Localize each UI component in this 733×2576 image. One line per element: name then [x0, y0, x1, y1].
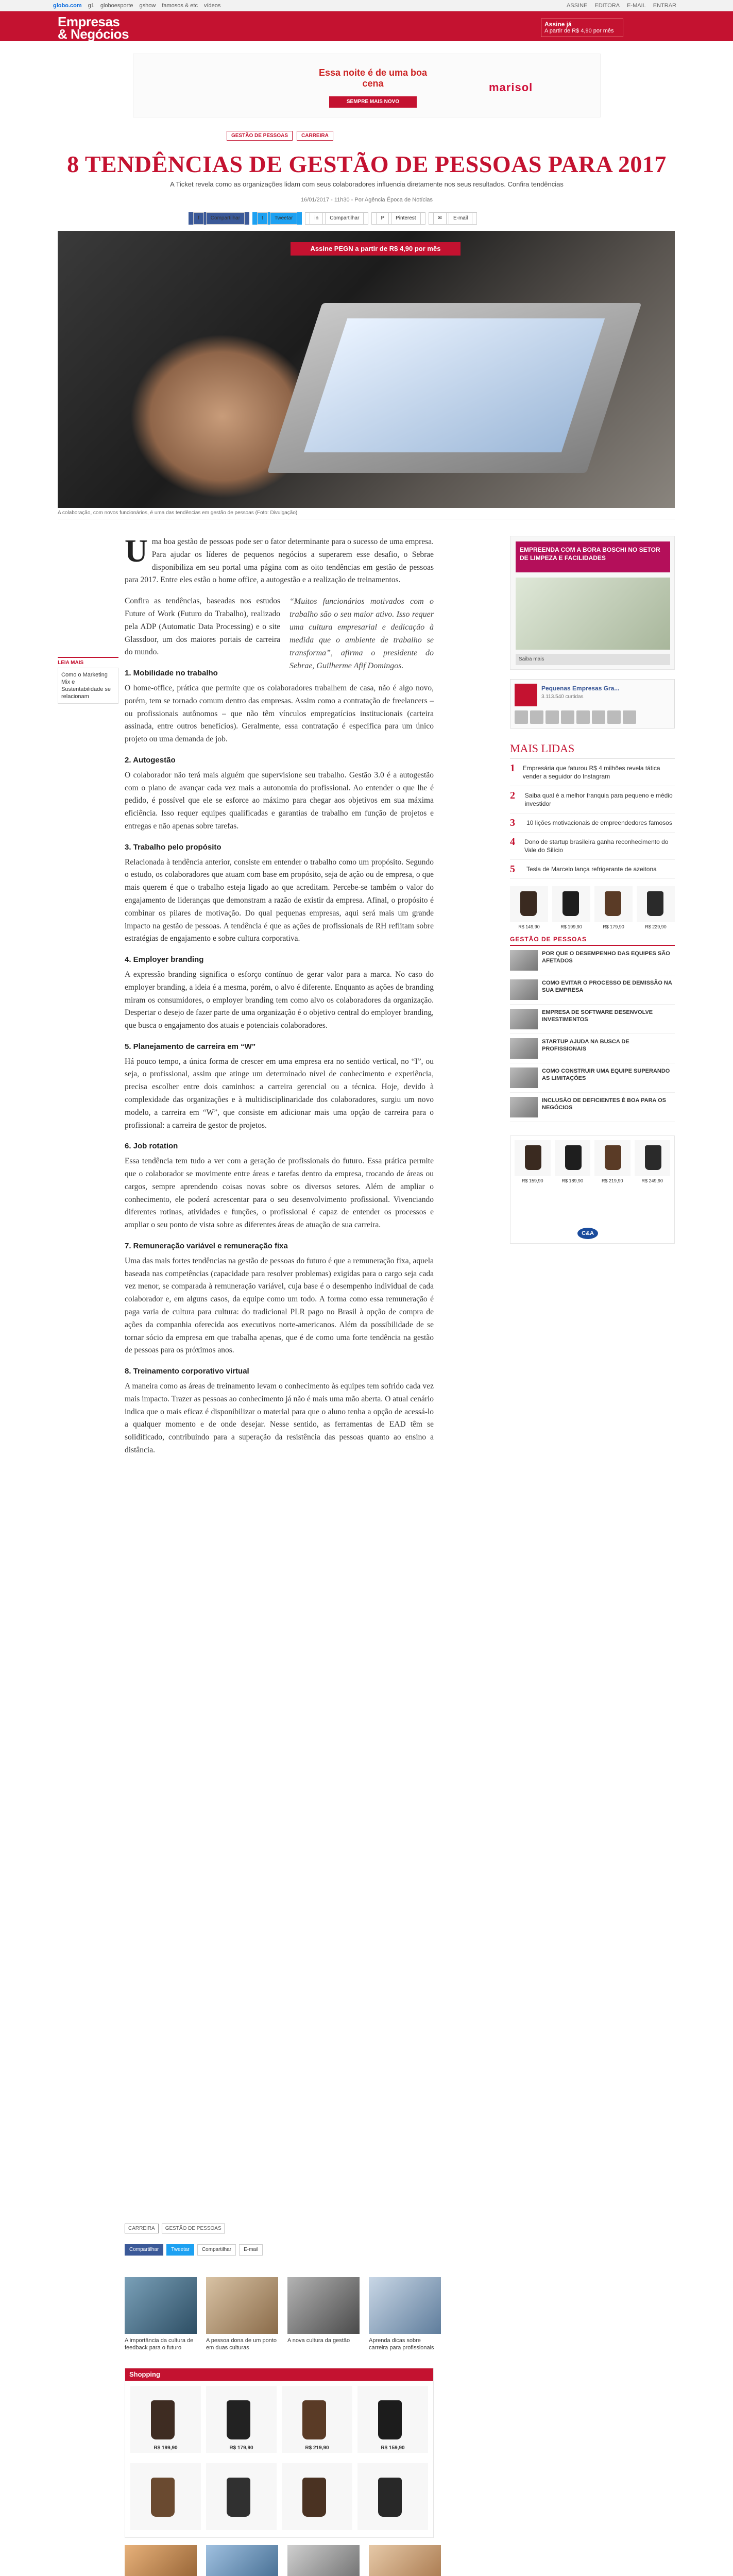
- shoe-item[interactable]: [515, 1140, 551, 1183]
- rank-number: 1: [510, 762, 515, 774]
- gestao-text: INCLUSÃO DE DEFICIENTES É BOA PARA OS NEGÓCIOS: [542, 1097, 667, 1111]
- rec-title: Aprenda dicas sobre carreira para profissionais: [369, 2337, 434, 2351]
- logo-line1: Empresas: [58, 14, 120, 29]
- gestao-thumb: [510, 1097, 538, 1117]
- mais-lidas-item[interactable]: [510, 833, 675, 860]
- boot-image: [151, 2400, 175, 2439]
- rec-item[interactable]: [206, 2277, 278, 2351]
- avatar: [561, 710, 574, 724]
- boot-image: [605, 891, 621, 916]
- section-paragraph: A maneira como as áreas de treinamento levam o conhecimento às equipes tem sofrido cada vez mais impacto. Trazer as pessoas ao conhecimento já não é mais uma mão aberta. O atual cenário indica que o mais eficaz é disponibilizar o material para que o aluno tenha a opção de acessá-lo a qualquer momento e de onde desejar. Nesse sentido, as ferramentas de EAD têm se solidificado, contribuindo para a superação da resistência das pessoas quanto ao ensino a distância.: [125, 1382, 434, 1454]
- top-ad-banner[interactable]: [133, 54, 601, 117]
- section-heading: 7. Remuneração variável e remuneração fixa: [125, 1242, 288, 1251]
- logo-line2: & Negócios: [58, 26, 129, 42]
- gestao-text: POR QUE O DESEMPENHO DAS EQUIPES SÃO AFETADOS: [542, 951, 670, 964]
- shopping-item[interactable]: [130, 2463, 201, 2530]
- twitter-share-button[interactable]: Tweetar: [166, 2244, 194, 2256]
- sidebar-ad-foot[interactable]: Saiba mais: [516, 654, 670, 665]
- avatar: [515, 710, 528, 724]
- article-tags: [125, 2224, 225, 2233]
- gestao-item[interactable]: [510, 1093, 675, 1122]
- shopping-widget: [125, 2368, 434, 2538]
- shoe-item[interactable]: [594, 1140, 630, 1183]
- linkedin-share-button[interactable]: [305, 212, 368, 225]
- shopping-price: R$ 199,90: [154, 2445, 178, 2451]
- shoe-price: R$ 219,90: [601, 1178, 623, 1183]
- facebook-icon: f: [193, 212, 204, 225]
- gestao-thumb: [510, 1009, 538, 1029]
- share-row: [189, 212, 477, 225]
- linkedin-icon: in: [310, 212, 323, 225]
- email-share-button[interactable]: E-mail: [239, 2244, 263, 2256]
- boot-image: [645, 1145, 661, 1170]
- facebook-share-button[interactable]: [189, 212, 249, 225]
- globo-link[interactable]: globo.com: [53, 3, 82, 9]
- boot-image: [605, 1145, 621, 1170]
- rec-title: A pessoa dona de um ponto em duas culturas: [206, 2337, 277, 2351]
- mais-lidas-text: Saiba qual é a melhor franquia para pequeno e médio investidor: [524, 792, 673, 807]
- article-meta: 16/01/2017 - 11h30 - Por Agência Época de Notícias: [300, 197, 433, 203]
- gestao-list: [510, 946, 675, 1122]
- shopping-item[interactable]: [282, 2386, 352, 2453]
- tag[interactable]: GESTÃO DE PESSOAS: [162, 2224, 225, 2233]
- avatar: [530, 710, 543, 724]
- globo-links: [53, 3, 220, 9]
- shoe-ad-box[interactable]: [510, 1136, 675, 1244]
- mais-lidas-text: Dono de startup brasileira ganha reconhecimento do Vale do Silício: [524, 838, 669, 854]
- ca-logo: C&A: [577, 1228, 598, 1239]
- intro-text: ma boa gestão de pessoas pode ser o fator determinante para o sucesso de uma empresa. Para ajudar os líderes de pequenos negócios a superarem esse desafio, o Sebrae disponibiliza em seu portal uma página com as oito tendências em gestão de pessoas para 2017. Entre eles estão o home office, a autogestão e a realização de treinamentos.: [125, 537, 434, 585]
- shopping-price: R$ 179,90: [229, 2445, 253, 2451]
- boot-image: [520, 891, 537, 916]
- shopping-item[interactable]: [206, 2386, 277, 2453]
- ad-brand: marisol: [489, 81, 533, 94]
- article-intro-paragraph: [125, 536, 434, 587]
- shoe-price: R$ 249,90: [641, 1178, 663, 1183]
- ob-item[interactable]: [287, 2545, 360, 2576]
- section-paragraph: Uma das mais fortes tendências na gestão de pessoas do futuro é que a remuneração fixa, aquela baseada nas competências (capacidade para resolver problemas) exigidas para o cargo seja cada vez menor, se comparada à remuneração variável, cuja base é o desempenho individual de cada colaborador e, em alguns casos, da equipe como um todo. A forma como essa remuneração é paga varia de cultura para cultura: do tradicional PLR pago no Brasil à opção de compra de ações da companhia oferecida aos executivos norte-americanos. Além da possibilidade de se tornar sócio da empresa em que trabalha apenas, que é de como uma forte tendência na gestão de pessoas para os próximos anos.: [125, 1256, 434, 1355]
- ob-image: [287, 2545, 360, 2576]
- globo-link[interactable]: famosos & etc: [162, 3, 198, 9]
- sidebar-ad-image: [516, 578, 670, 650]
- boot-image: [378, 2478, 402, 2517]
- boot-image: [565, 1145, 582, 1170]
- avatar: [607, 710, 621, 724]
- article-paragraph: Confira as tendências, baseadas nos estudos Future of Work (Futuro do Trabalho), realizado pela ADP (Automatic Data Processing) e o site Glassdoor, um dos maiores portais de carreira do mundo.: [125, 597, 280, 657]
- section-paragraph: Essa tendência tem tudo a ver com a geração de profissionais do futuro. Essa prática permite que o colaborador se movimente entre áreas e tarefas dentro da empresa, trocando de áreas ou cargos, sempre aprendendo coisas novas sobre os diversos setores. Além de ampliar o conhecimento, ele poderá acrescentar para o seu desenvolvimento profissional. Vivenciando diferentes rotinas, atividades e funções, o profissional é capaz de entender os processos e ampliar o seu ponto de vista sobre as diferentes áreas de atuação de sua carreira.: [125, 1157, 434, 1230]
- mais-lidas-item[interactable]: [510, 759, 675, 786]
- shopping-row: [125, 2458, 433, 2535]
- gestao-thumb: [510, 1067, 538, 1088]
- subscribe-title: Assine já: [544, 21, 572, 28]
- outbrain-widget: [125, 2545, 441, 2576]
- ad-button[interactable]: SEMPRE MAIS NOVO: [329, 96, 417, 108]
- rec-image: [287, 2277, 360, 2334]
- related-box: [58, 657, 118, 704]
- hero-image: [58, 231, 675, 508]
- gestao-thumb: [510, 1038, 538, 1059]
- rank-number: 5: [510, 863, 515, 875]
- shoe-price: R$ 149,90: [518, 924, 540, 929]
- pinterest-share-button[interactable]: [371, 212, 425, 225]
- shopping-item[interactable]: [357, 2463, 428, 2530]
- boot-image: [525, 1145, 541, 1170]
- avatar: [592, 710, 605, 724]
- mais-lidas-title: MAIS LIDAS: [510, 742, 675, 759]
- crumb-item[interactable]: CARREIRA: [297, 131, 333, 141]
- fb-page-title[interactable]: Pequenas Empresas Gra...: [541, 685, 620, 692]
- gestao-item[interactable]: [510, 975, 675, 1005]
- email-share-button[interactable]: [429, 212, 478, 225]
- gestao-text: EMPRESA DE SOFTWARE DESENVOLVE INVESTIMENTOS: [542, 1009, 653, 1023]
- gestao-text: STARTUP AJUDA NA BUSCA DE PROFISSIONAIS: [542, 1039, 629, 1052]
- shopping-row: [125, 2381, 433, 2458]
- share-label: Pinterest: [391, 212, 420, 225]
- rec-title: A nova cultura da gestão: [287, 2337, 350, 2344]
- share-label: Compartilhar: [325, 212, 364, 225]
- mais-lidas-text: Empresária que faturou R$ 4 milhões revela tática vender a seguidor do Instagram: [522, 765, 660, 780]
- linkedin-share-button[interactable]: Compartilhar: [197, 2244, 236, 2256]
- facebook-widget[interactable]: [510, 679, 675, 728]
- site-logo[interactable]: [58, 15, 129, 40]
- section-heading: 4. Employer branding: [125, 955, 204, 964]
- shopping-title: Shopping: [125, 2368, 433, 2381]
- crumb-item[interactable]: GESTÃO DE PESSOAS: [227, 131, 293, 141]
- shoe-item[interactable]: [635, 1140, 671, 1183]
- rank-number: 2: [510, 790, 515, 801]
- section-heading: 6. Job rotation: [125, 1142, 178, 1151]
- assine-link[interactable]: ASSINE: [567, 3, 588, 9]
- globo-right-links: [567, 3, 676, 9]
- article-body: [125, 536, 434, 1465]
- section-heading: 3. Trabalho pelo propósito: [125, 842, 221, 852]
- article-subtitle: A Ticket revela como as organizações lidam com seus colaboradores influencia diretamente nos seus resultados. Confira tendências: [170, 180, 564, 188]
- shopping-price: R$ 159,90: [381, 2445, 405, 2451]
- section-paragraph: A expressão branding significa o esforço contínuo de gerar valor para a marca. No caso do employer branding, a ideia é a mesma, porém, o alvo é diferente. Enquanto as ações de branding miram os consumidores, o employer branding tem como alvo os colaboradores da organização. Despertar o desejo de fazer parte de uma organização é o objetivo central do employer branding, que busca o engajamento dos atuais e potenciais colaboradores.: [125, 970, 434, 1030]
- email-icon: ✉: [433, 212, 447, 225]
- shopping-item[interactable]: [357, 2386, 428, 2453]
- gestao-item[interactable]: [510, 1005, 675, 1034]
- section-heading: 2. Autogestão: [125, 755, 176, 765]
- share-label: Compartilhar: [206, 212, 245, 225]
- shoe-price: R$ 159,90: [521, 1178, 543, 1183]
- share-label: Tweetar: [270, 212, 298, 225]
- twitter-icon: t: [257, 212, 268, 225]
- globo-bar: [0, 0, 733, 11]
- boot-image: [647, 891, 663, 916]
- pinterest-icon: P: [376, 212, 389, 225]
- rec-image: [206, 2277, 278, 2334]
- shopping-item[interactable]: [282, 2463, 352, 2530]
- hero-screen-shape: [304, 318, 605, 452]
- facebook-share-button[interactable]: Compartilhar: [125, 2244, 163, 2256]
- ob-image: [369, 2545, 441, 2576]
- shoe-item[interactable]: [594, 886, 633, 929]
- ob-image: [125, 2545, 197, 2576]
- rec-item[interactable]: [287, 2277, 360, 2351]
- fb-page-avatar: [515, 684, 537, 706]
- rank-number: 4: [510, 836, 515, 848]
- gestao-text: COMO CONSTRUIR UMA EQUIPE SUPERANDO AS LIMITAÇÕES: [542, 1068, 670, 1081]
- gestao-text: COMO EVITAR O PROCESSO DE DEMISSÃO NA SUA EMPRESA: [542, 980, 672, 993]
- mais-lidas-item[interactable]: [510, 860, 675, 879]
- ob-item[interactable]: [369, 2545, 441, 2576]
- shopping-price: R$ 219,90: [305, 2445, 329, 2451]
- hero-caption: A colaboração, com novos funcionários, é uma das tendências em gestão de pessoas (Foto: Divulgação): [58, 510, 675, 519]
- rec-item[interactable]: [125, 2277, 197, 2351]
- ob-image: [206, 2545, 278, 2576]
- section-paragraph: Há pouco tempo, a única forma de crescer em uma empresa era no sentido vertical, no “I”, ou seja, o profissional, assim que atinge um determinado nível de conhecimento e experiência, precisa escolher entre dois caminhos: a carreira gerencial ou a técnica. Hoje, devido à complexidade das organizações e à multidisciplinaridade dos colaboradores, surgiu um novo modelo, a carreira em “W”, que consiste em adicionar mais uma opção de carreira para o profissional: a carreira de gestor de projetos.: [125, 1057, 434, 1130]
- section-heading: 8. Treinamento corporativo virtual: [125, 1367, 249, 1376]
- globo-link[interactable]: vídeos: [203, 3, 221, 9]
- rec-item[interactable]: [369, 2277, 441, 2351]
- fb-faces: [515, 710, 636, 724]
- ob-item[interactable]: [125, 2545, 197, 2576]
- shoe-item[interactable]: [552, 886, 590, 929]
- section-heading: 5. Planejamento de carreira em “W”: [125, 1042, 256, 1051]
- tag[interactable]: CARREIRA: [125, 2224, 159, 2233]
- mais-lidas-list: [510, 759, 675, 879]
- gestao-thumb: [510, 979, 538, 1000]
- breadcrumb: [227, 131, 333, 141]
- shopping-item[interactable]: [130, 2386, 201, 2453]
- boot-image: [227, 2400, 250, 2439]
- editora-link[interactable]: EDITORA: [594, 3, 620, 9]
- gestao-item[interactable]: [510, 946, 675, 975]
- header-subscribe: [541, 19, 623, 37]
- boot-image: [302, 2478, 326, 2517]
- share-row-bottom: [125, 2244, 263, 2256]
- mais-lidas-text: Tesla de Marcelo lança refrigerante de azeitona: [526, 866, 657, 873]
- subscribe-box[interactable]: [541, 19, 623, 37]
- gestao-item[interactable]: [510, 1034, 675, 1063]
- page-title: 8 TENDÊNCIAS DE GESTÃO DE PESSOAS PARA 2017: [67, 151, 667, 177]
- recommended-articles: [125, 2277, 441, 2351]
- avatar: [576, 710, 590, 724]
- shoe-item[interactable]: [637, 886, 675, 929]
- rec-image: [125, 2277, 197, 2334]
- gestao-title: GESTÃO DE PESSOAS: [510, 936, 675, 946]
- section-paragraph: O colaborador não terá mais alguém que supervisione seu trabalho. Gestão 3.0 é a autogestão com o plano de avançar cada vez mais a autonomia do profissional. Ao entender o que lhe é pedido, é possível que ele se esforce ao máximo para chegar aos objetivos em sua máxima eficiência. Isso requer equipes qualificadas e garantias de trabalho em função de projetos e entregas e não apenas sobre tarefas.: [125, 770, 434, 831]
- fb-page-likes: 3.113.540 curtidas: [541, 694, 584, 700]
- shoe-price: R$ 229,90: [645, 924, 667, 929]
- rec-image: [369, 2277, 441, 2334]
- shoe-item[interactable]: [510, 886, 548, 929]
- pull-quote: “Muitos funcionários motivados com o trabalho são o seu maior ativo. Isso requer uma cultura empresarial e dedicação à medida que o ambiente de trabalho se transforma”, afirma o presidente do Sebrae, Guilherme Afif Domingos.: [289, 597, 434, 671]
- gestao-item[interactable]: [510, 1063, 675, 1093]
- gestao-thumb: [510, 950, 538, 971]
- related-title: LEIA MAIS: [58, 660, 84, 666]
- mais-lidas-item[interactable]: [510, 786, 675, 814]
- shoe-price: R$ 199,90: [560, 924, 582, 929]
- boot-image: [151, 2478, 175, 2517]
- globo-link[interactable]: g1: [88, 3, 94, 9]
- rank-number: 3: [510, 817, 515, 828]
- globo-link[interactable]: gshow: [139, 3, 156, 9]
- subscribe-text: A partir de R$ 4,90 por mês: [544, 28, 614, 34]
- section-paragraph: Relacionada à tendência anterior, consiste em entender o trabalho como um propósito. Segundo o estudo, os colaboradores que atuam com base em propósito, seja de ação ou de empresa, o que mais querem é que o trabalho esteja ligado ao que acreditam. Percebe-se também o valor do engajamento de lideranças que demonstram a razão de existir da empresa. Afinal, o propósito é combinar os pilares de motivação. Do qual pequenas empresas, aqui será mais um grande impacto na gestão de pessoas. A tendência é que as ações de profissionais de RH reflitam sobre estratégias de engajamento e sobre cultura corporativa.: [125, 857, 434, 943]
- shoe-price: R$ 179,90: [603, 924, 624, 929]
- ad-headline: Essa noite é de uma boa cena: [318, 67, 428, 89]
- mais-lidas-item[interactable]: [510, 814, 675, 833]
- shoe-ad-grid: [510, 886, 675, 929]
- avatar: [623, 710, 636, 724]
- shoe-item[interactable]: [555, 1140, 591, 1183]
- article-sections: [125, 667, 434, 1457]
- section-heading: 1. Mobilidade no trabalho: [125, 669, 218, 678]
- globo-link[interactable]: globoesporte: [100, 3, 133, 9]
- boot-image: [227, 2478, 250, 2517]
- share-label: E-mail: [449, 212, 472, 225]
- rec-title: A importância da cultura de feedback para o futuro: [125, 2337, 194, 2351]
- sidebar: [510, 536, 675, 1244]
- shopping-item[interactable]: [206, 2463, 277, 2530]
- avatar: [546, 710, 559, 724]
- boot-image: [302, 2400, 326, 2439]
- shoe-ad-grid: [515, 1140, 670, 1183]
- twitter-share-button[interactable]: [252, 212, 302, 225]
- section-paragraph: O home-office, prática que permite que os colaboradores trabalhem de casa, não é algo novo, porém, tem se tornado comum dentro das empresas. Assim como a contratação de freelancers – ou profissionais autônomos – que não têm vínculos empregatícios institucionais (carteira assinada, entre outros benefícios). Geralmente, essa contratação é específica para um único projeto ou uma demanda de job.: [125, 683, 434, 744]
- login-link[interactable]: ENTRAR: [653, 3, 676, 9]
- dropcap: U: [125, 534, 148, 569]
- sidebar-ad[interactable]: [510, 536, 675, 670]
- ob-item[interactable]: [206, 2545, 278, 2576]
- related-link[interactable]: Como o Marketing Mix e Sustentabilidade se relacionam: [58, 668, 118, 704]
- boot-image: [378, 2400, 402, 2439]
- email-link[interactable]: E-MAIL: [627, 3, 646, 9]
- shoe-price: R$ 189,90: [561, 1178, 584, 1183]
- sidebar-ad-text: EMPREENDA COM A BORA BOSCHI NO SETOR DE LIMPEZA E FACILIDADES: [516, 541, 670, 572]
- mais-lidas-text: 10 lições motivacionais de empreendedores famosos: [526, 819, 672, 826]
- hero-subscribe-overlay[interactable]: Assine PEGN a partir de R$ 4,90 por mês: [291, 242, 461, 256]
- boot-image: [562, 891, 579, 916]
